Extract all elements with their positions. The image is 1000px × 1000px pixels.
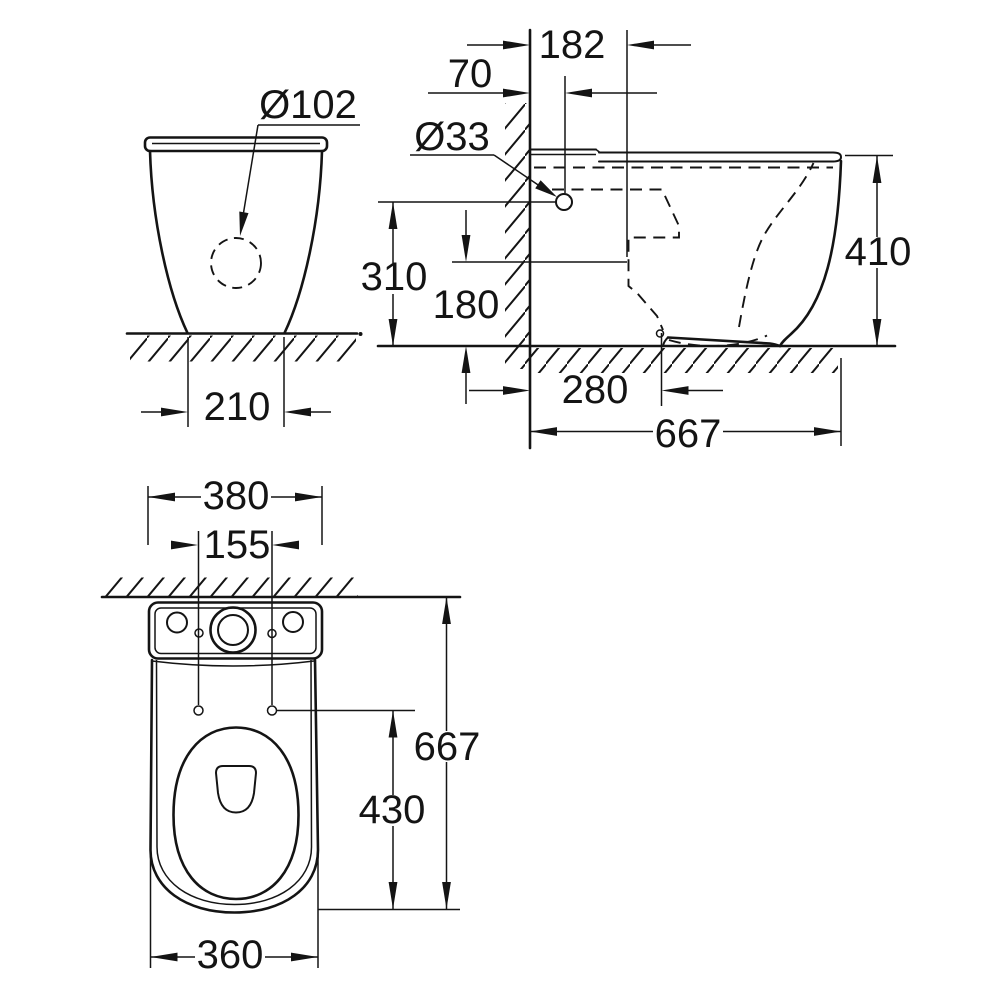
arrowhead-top bbox=[442, 597, 451, 624]
arrowhead-bottom bbox=[389, 319, 398, 346]
bowl-inner-dashed bbox=[739, 163, 814, 327]
foot-fixing-point bbox=[657, 330, 664, 337]
bowl-top-view bbox=[151, 660, 416, 913]
dim-label-hole-to-front: 430 bbox=[358, 788, 426, 832]
arrowhead-top bbox=[389, 202, 398, 229]
front-floor-hatch bbox=[130, 336, 356, 362]
dim-hole-spacing-155 bbox=[171, 523, 299, 705]
dim-label-inlet-height: 310 bbox=[360, 255, 428, 299]
arrowhead-right bbox=[565, 89, 592, 98]
dim-bowl-height-410 bbox=[844, 156, 913, 347]
arrowhead-bottom bbox=[389, 882, 398, 909]
dim-label-cistern-width: 380 bbox=[202, 474, 270, 518]
dim-front-hole-diameter bbox=[239, 83, 360, 236]
front-body-left-edge bbox=[150, 151, 188, 333]
arrowhead-lower bbox=[462, 346, 471, 373]
front-toilet-outline bbox=[145, 138, 327, 334]
dim-bowl-width-360 bbox=[151, 852, 319, 977]
dim-label-inlet-diameter: Ø33 bbox=[414, 115, 490, 159]
arrowhead-upper bbox=[462, 235, 471, 262]
seat-fixing-hole-right bbox=[268, 706, 277, 715]
dim-drain-offset-182 bbox=[467, 23, 691, 257]
arrowhead-right bbox=[662, 386, 689, 395]
leader-arrowhead bbox=[239, 212, 248, 237]
dim-label-bowl-height: 410 bbox=[844, 230, 912, 274]
arrowhead-right bbox=[295, 493, 322, 502]
arrowhead-left bbox=[503, 386, 530, 395]
seat-band bbox=[599, 153, 841, 162]
dim-label-hole-diameter: Ø102 bbox=[259, 83, 357, 127]
dim-total-depth-667-top bbox=[318, 597, 482, 910]
front-body-right-edge bbox=[285, 151, 323, 333]
dim-label-inlet-offset: 70 bbox=[447, 52, 493, 96]
arrowhead-left bbox=[151, 953, 178, 962]
dim-label-bowl-width: 360 bbox=[196, 933, 264, 977]
top-wall bbox=[102, 578, 460, 598]
side-view bbox=[360, 23, 913, 456]
arrowhead-bottom bbox=[442, 882, 451, 909]
floor-line-end-dot bbox=[359, 332, 363, 336]
dim-label-drain-offset: 182 bbox=[538, 23, 606, 67]
arrowhead-top bbox=[873, 156, 882, 183]
dim-label-total-depth-top: 667 bbox=[413, 725, 481, 769]
seat-fixing-hole-left bbox=[194, 706, 203, 715]
arrowhead-left bbox=[503, 41, 530, 50]
arrowhead-right bbox=[291, 953, 318, 962]
arrowhead-right bbox=[627, 41, 654, 50]
cistern-left-hole bbox=[167, 613, 187, 633]
wall-hatch bbox=[505, 103, 529, 369]
arrowhead-left bbox=[171, 541, 198, 550]
arrowhead-right bbox=[272, 541, 299, 550]
side-toilet-profile bbox=[531, 150, 841, 347]
arrowhead-left bbox=[503, 89, 530, 98]
arrowhead-left bbox=[148, 493, 175, 502]
deck-arc bbox=[152, 661, 314, 666]
side-floor bbox=[378, 346, 895, 373]
back-outer-edge bbox=[780, 161, 841, 346]
arrowhead-right bbox=[284, 408, 311, 417]
dim-label-hole-spacing: 155 bbox=[203, 523, 271, 567]
front-view bbox=[127, 83, 363, 429]
water-inlet-inner-arc bbox=[569, 197, 572, 208]
dim-label-base-width: 210 bbox=[203, 385, 271, 429]
flush-outlet-shape bbox=[216, 766, 256, 813]
top-wall-hatch bbox=[103, 578, 358, 597]
arrowhead-left bbox=[161, 408, 188, 417]
arrowhead-top bbox=[389, 711, 398, 738]
front-floor bbox=[127, 332, 363, 362]
cistern-top-view bbox=[149, 603, 322, 659]
trapway-dashed-outline bbox=[552, 190, 679, 331]
top-view bbox=[102, 474, 482, 977]
dim-inlet-diameter bbox=[410, 115, 557, 197]
arrowhead-left bbox=[530, 427, 557, 436]
cistern-right-hole bbox=[283, 612, 303, 632]
arrowhead-bottom bbox=[873, 319, 882, 346]
dim-label-drain-height: 180 bbox=[432, 283, 500, 327]
dim-label-front-clearance: 280 bbox=[561, 368, 629, 412]
flush-button-inner bbox=[218, 615, 248, 645]
front-inlet-hole-dashed-circle bbox=[211, 238, 261, 288]
dim-label-total-depth-side: 667 bbox=[654, 412, 722, 456]
arrowhead-right bbox=[814, 427, 841, 436]
